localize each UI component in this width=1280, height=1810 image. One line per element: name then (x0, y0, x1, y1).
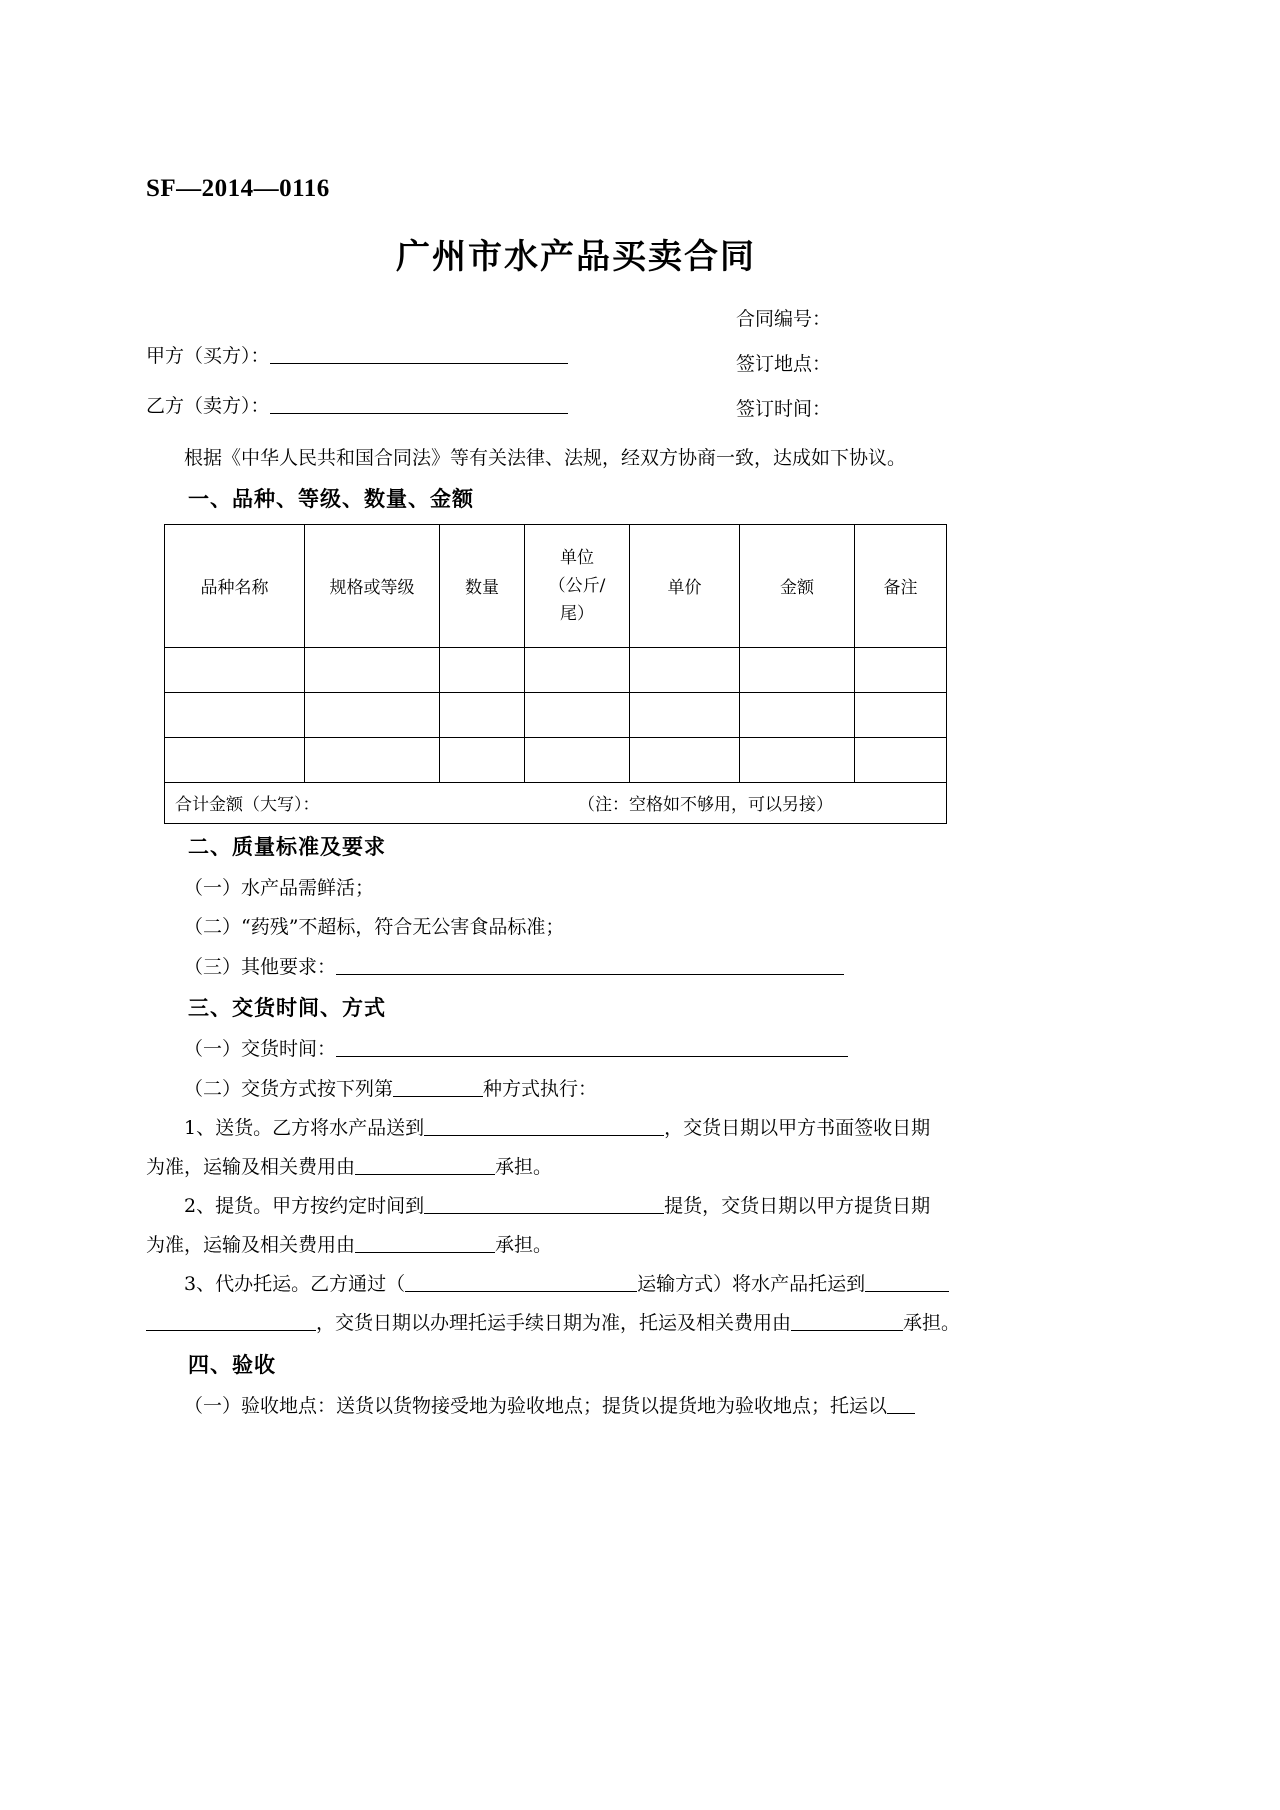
table-row (165, 647, 947, 692)
seller-label: 乙方（卖方）： (146, 394, 270, 417)
quality-item-2: （二）“药残”不超标，符合无公害食品标准； (184, 916, 565, 939)
cell-spec[interactable] (305, 737, 440, 782)
delivery-method-3-line2 (146, 1306, 1006, 1341)
table-row (165, 737, 947, 782)
cell-unit[interactable] (525, 692, 630, 737)
delivery-time-label: （一）交货时间： (184, 1038, 337, 1061)
header-cell-remark: 备注 (855, 524, 947, 647)
quality-item-1: （一）水产品需鲜活； (184, 877, 375, 900)
delivery-method-1-line2-post: 承担。 (495, 1155, 553, 1178)
unit-line-3: 尾） (560, 603, 594, 624)
delivery-method-2 (146, 1189, 1006, 1224)
cell-amount[interactable] (740, 692, 855, 737)
delivery-method-1-line2-pre: 为准，运输及相关费用由 (146, 1155, 356, 1178)
table-row (165, 692, 947, 737)
total-note: （注：空格如不够用，可以另接） (578, 795, 833, 816)
delivery-method-3 (146, 1267, 1006, 1302)
cell-name[interactable] (165, 692, 305, 737)
delivery-method-2-line2-pre: 为准，运输及相关费用由 (146, 1234, 356, 1257)
total-cell[interactable] (165, 782, 947, 823)
header-cell-spec: 规格或等级 (305, 524, 440, 647)
cell-remark[interactable] (855, 647, 947, 692)
cell-amount[interactable] (740, 737, 855, 782)
consign-cost-bearer-input-line[interactable] (791, 1311, 903, 1331)
document-content (146, 0, 1006, 1428)
unit-line-2: （公斤/ (548, 575, 606, 596)
delivery-method-number-input-line[interactable] (393, 1077, 483, 1097)
delivery-method-3-pre: 3、代办托运。乙方通过（ (184, 1273, 406, 1296)
cell-quantity[interactable] (440, 647, 525, 692)
delivery-time-input-line[interactable] (336, 1037, 848, 1057)
table-header-row (165, 524, 947, 647)
cell-quantity[interactable] (440, 737, 525, 782)
buyer-input-line[interactable] (270, 344, 568, 364)
signing-time-label: 签订时间： (736, 397, 832, 420)
pickup-cost-bearer-input-line[interactable] (355, 1233, 495, 1253)
delivery-method-2-pre: 2、提货。甲方按约定时间到 (184, 1194, 425, 1217)
page-title: 广州市水产品买卖合同 (396, 237, 756, 277)
quality-item-3-label: （三）其他要求： (184, 955, 337, 978)
delivery-method-pre: （二）交货方式按下列第 (184, 1077, 394, 1100)
header-cell-name: 品种名称 (165, 524, 305, 647)
header-cell-unit-price: 单价 (630, 524, 740, 647)
delivery-method-2-mid: 提货，交货日期以甲方提货日期 (664, 1194, 931, 1217)
cell-quantity[interactable] (440, 692, 525, 737)
quality-item-3 (146, 950, 1006, 985)
delivery-method-2-line2-post: 承担。 (495, 1234, 553, 1257)
cell-unit[interactable] (525, 647, 630, 692)
transport-mode-input-line[interactable] (405, 1272, 637, 1292)
buyer-label: 甲方（买方）： (146, 344, 270, 367)
delivery-method-1-mid: ，交货日期以甲方书面签收日期 (664, 1116, 931, 1139)
document-code: SF—2014—0116 (146, 175, 330, 202)
contract-number-label: 合同编号： (736, 307, 832, 330)
acceptance-place-text: （一）验收地点：送货以货物接受地为验收地点；提货以提货地为验收地点；托运以 (184, 1395, 888, 1418)
delivery-cost-bearer-input-line[interactable] (355, 1155, 495, 1175)
delivery-method-2-line2 (146, 1228, 1006, 1263)
delivery-method-1-pre: 1、送货。乙方将水产品送到 (184, 1116, 425, 1139)
quality-other-input-line[interactable] (336, 955, 844, 975)
delivery-time-row (146, 1032, 1006, 1067)
acceptance-place-row (146, 1389, 1006, 1424)
cell-unit-price[interactable] (630, 692, 740, 737)
section-heading-2: 二、质量标准及要求 (188, 834, 386, 859)
section-heading-4: 四、验收 (188, 1352, 276, 1377)
cell-remark[interactable] (855, 737, 947, 782)
consign-destination-input-line[interactable] (865, 1272, 949, 1292)
cell-spec[interactable] (305, 692, 440, 737)
cell-unit-price[interactable] (630, 737, 740, 782)
cell-spec[interactable] (305, 647, 440, 692)
section-heading-3: 三、交货时间、方式 (188, 995, 386, 1020)
acceptance-place-input-line[interactable] (887, 1394, 915, 1414)
signing-place-label: 签订地点： (736, 352, 832, 375)
delivery-address-input-line[interactable] (424, 1116, 664, 1136)
cell-remark[interactable] (855, 692, 947, 737)
header-cell-amount: 金额 (740, 524, 855, 647)
header-cell-unit (525, 524, 630, 647)
table-total-row (165, 782, 947, 823)
seller-input-line[interactable] (270, 394, 568, 414)
delivery-method-3-line2-post: 承担。 (903, 1312, 961, 1335)
cell-amount[interactable] (740, 647, 855, 692)
contract-number-field[interactable] (736, 307, 1006, 330)
parties-block (146, 341, 1006, 418)
consign-destination-input-line-2[interactable] (146, 1311, 316, 1331)
delivery-method-1-line2 (146, 1150, 1006, 1185)
buyer-row (146, 341, 1006, 368)
pickup-address-input-line[interactable] (424, 1194, 664, 1214)
cell-unit-price[interactable] (630, 647, 740, 692)
seller-row (146, 391, 1006, 418)
delivery-method-row (146, 1072, 1006, 1107)
section-heading-1: 一、品种、等级、数量、金额 (188, 486, 474, 511)
goods-table (164, 524, 947, 824)
cell-name[interactable] (165, 737, 305, 782)
cell-unit[interactable] (525, 737, 630, 782)
preamble-paragraph: 根据《中华人民共和国合同法》等有关法律、法规，经双方协商一致，达成如下协议。 (184, 446, 907, 469)
delivery-method-post: 种方式执行： (483, 1077, 598, 1100)
unit-line-1: 单位 (560, 547, 594, 568)
delivery-method-1 (146, 1111, 1006, 1146)
total-amount-label: 合计金额（大写）： (175, 795, 320, 816)
delivery-method-3-mid: 运输方式）将水产品托运到 (637, 1273, 866, 1296)
header-cell-quantity: 数量 (440, 524, 525, 647)
cell-name[interactable] (165, 647, 305, 692)
delivery-method-3-line2-pre: ，交货日期以办理托运手续日期为准，托运及相关费用由 (316, 1312, 792, 1335)
